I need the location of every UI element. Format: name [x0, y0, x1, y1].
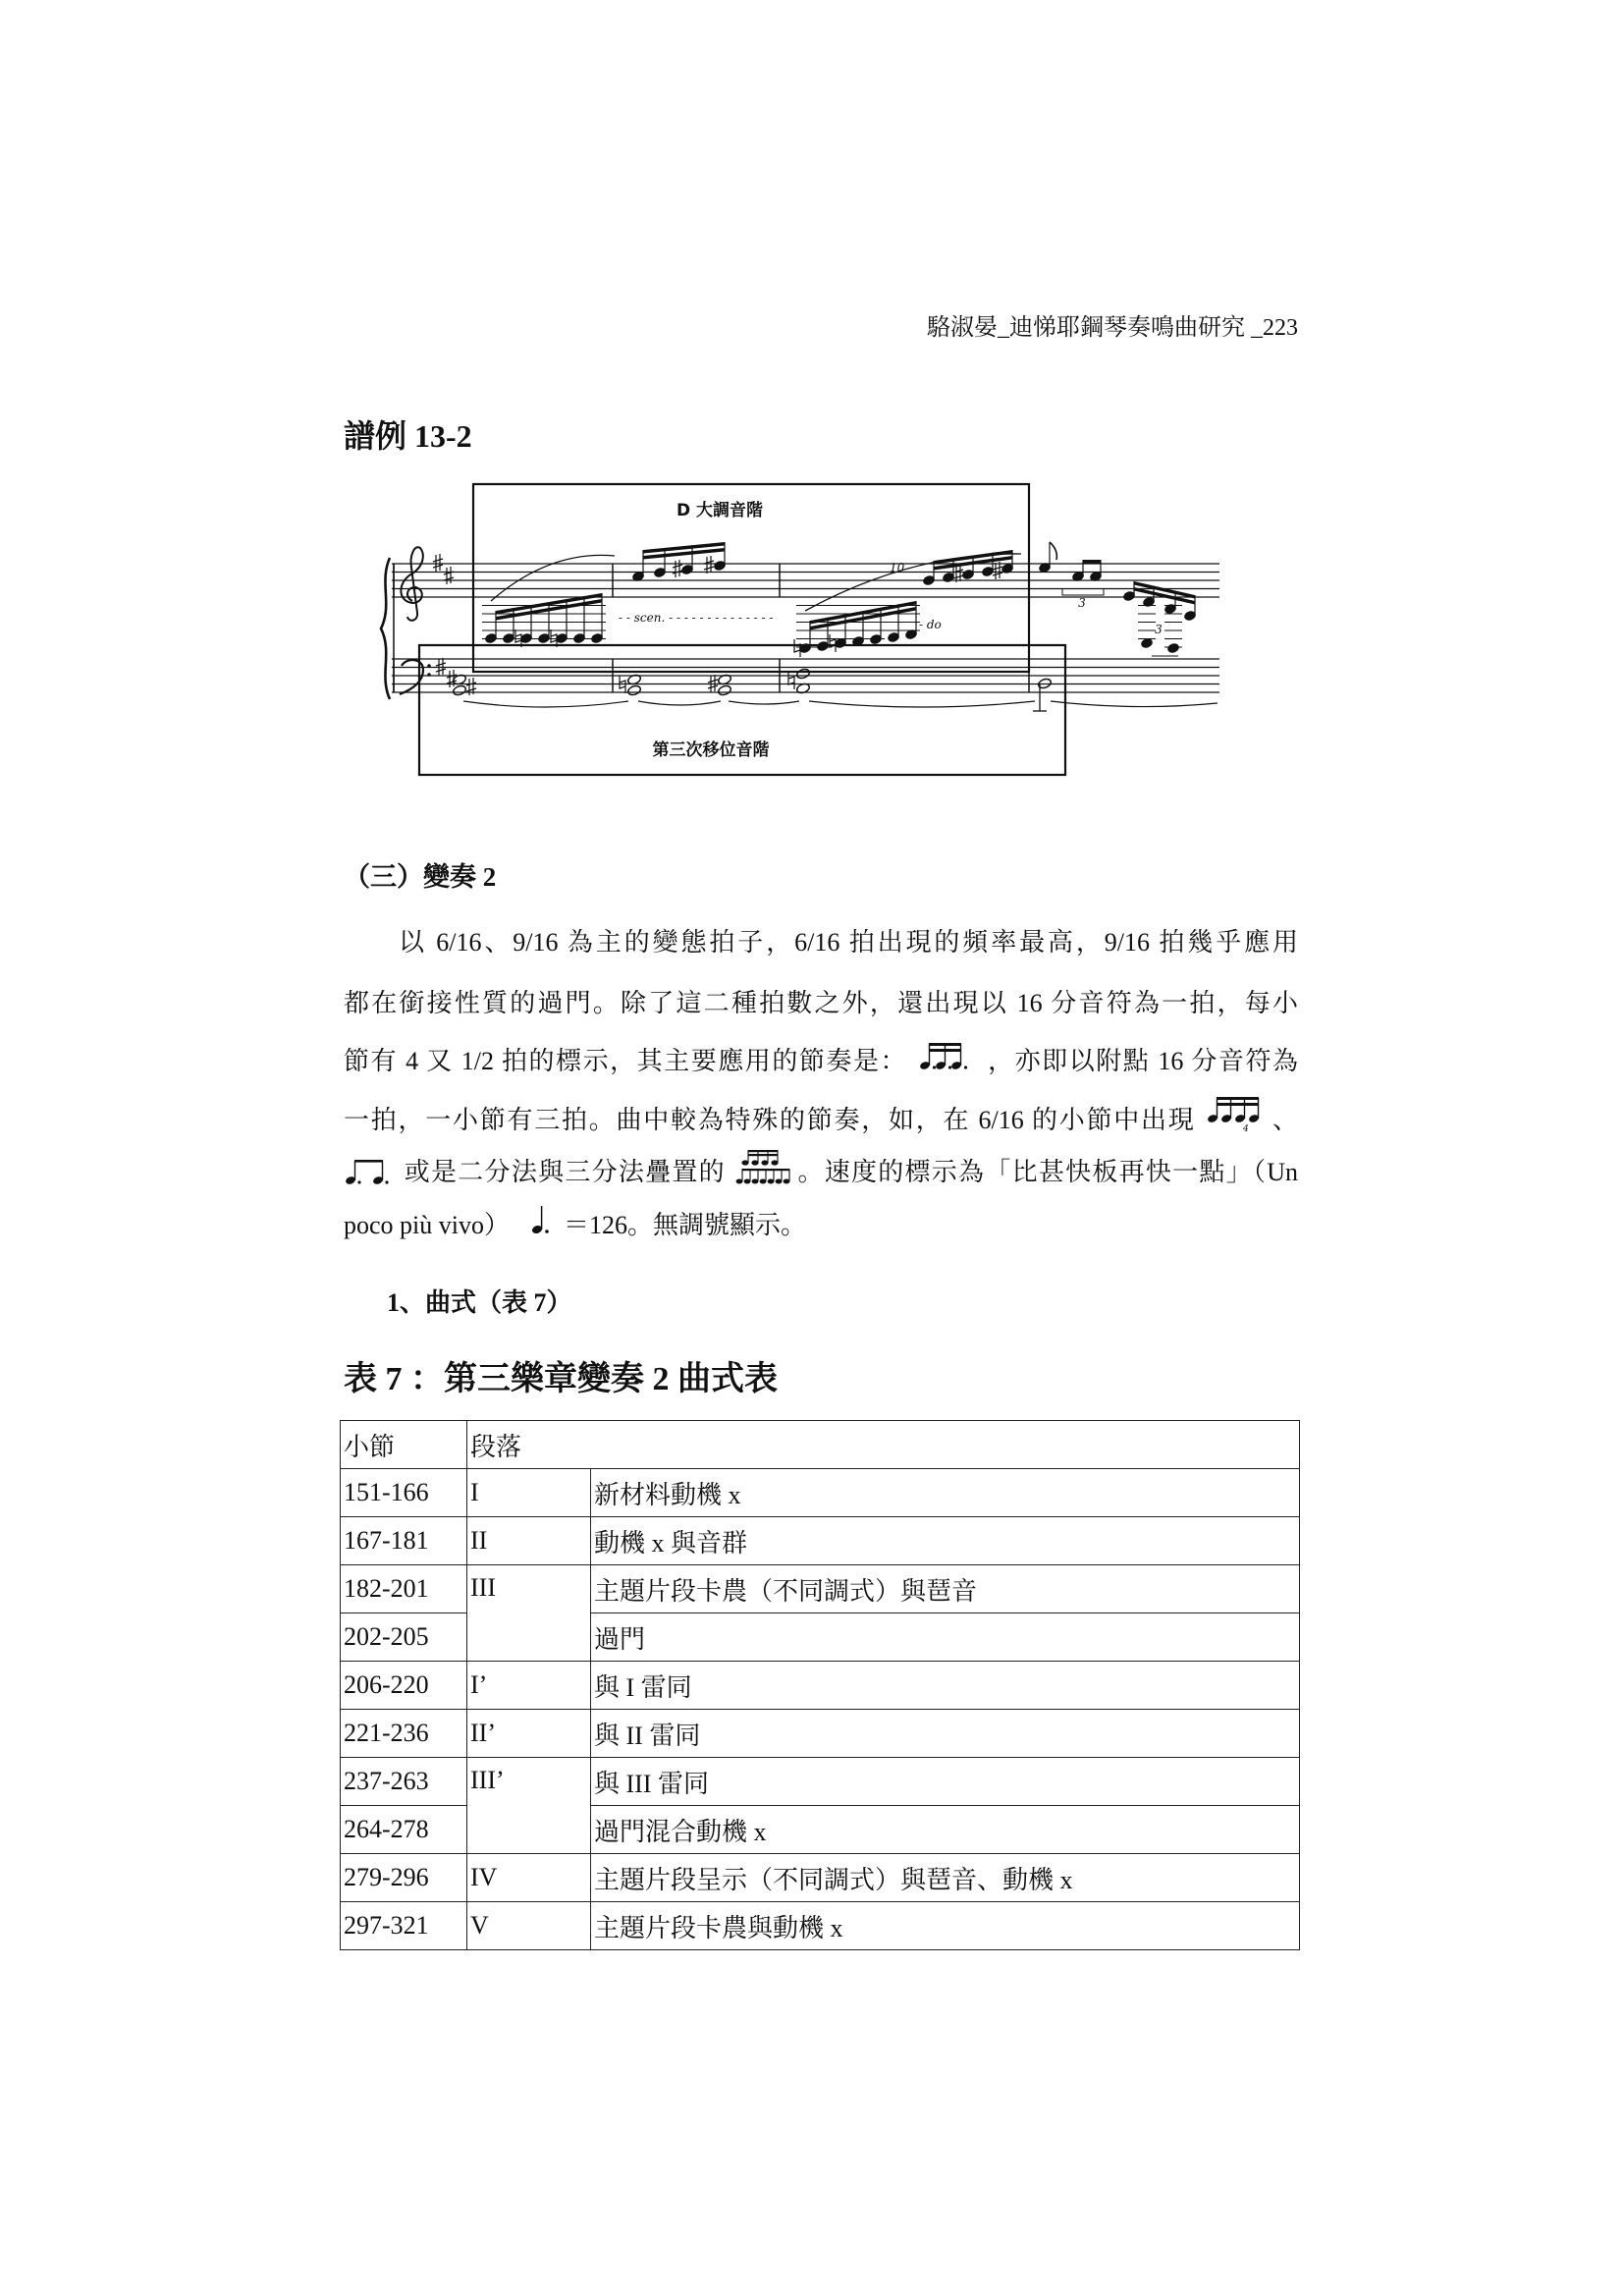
cell-measures: 206-220	[341, 1662, 467, 1710]
tie	[463, 701, 628, 707]
dotted-quarter-note-icon	[530, 1204, 554, 1235]
notehead	[654, 568, 666, 578]
box-top-label: D 大調音階	[676, 501, 764, 520]
sharp-sign	[673, 560, 682, 577]
cell-measures: 279-296	[341, 1854, 467, 1902]
notehead	[717, 684, 731, 696]
paragraph-line	[344, 1095, 1298, 1134]
notehead	[573, 633, 585, 644]
table-caption: 表 7 ：第三樂章變奏 2 曲式表	[344, 1361, 778, 1397]
cell-content: 主題片段呈示（不同調式）與琶音、動機 x	[591, 1854, 1300, 1902]
header-section: 段落	[467, 1421, 1300, 1469]
cell-measures: 297-321	[341, 1902, 467, 1950]
tie	[729, 701, 799, 704]
paragraph-line	[399, 923, 1298, 962]
table-row	[341, 1902, 1300, 1950]
cell-section: II’	[467, 1710, 591, 1758]
brace	[381, 558, 390, 699]
paragraph-text: 一拍，一小節有三拍。曲中較為特殊的節奏，如，在 6/16 的小節中出現	[344, 1106, 1196, 1134]
cell-content: 主題片段卡農與動機 x	[591, 1902, 1300, 1950]
table-header-row	[341, 1421, 1300, 1469]
notehead	[485, 633, 497, 644]
paragraph-text: 。速度的標示為「比甚快板再快一點」（Un	[797, 1158, 1298, 1186]
dynamic-marking-end: - do	[919, 618, 942, 631]
notehead	[626, 684, 641, 696]
cell-measures: 167-181	[341, 1517, 467, 1565]
notehead	[591, 633, 603, 644]
flag	[1050, 542, 1056, 560]
header-measures: 小節	[341, 1421, 467, 1469]
paragraph-line	[344, 1149, 1298, 1188]
sharp-sign	[704, 556, 714, 574]
cell-content: 新材料動機 x	[591, 1469, 1300, 1517]
table-row	[341, 1469, 1300, 1517]
example-title: 譜例 13-2	[344, 418, 472, 454]
cell-section: V	[467, 1902, 591, 1950]
cell-content: 過門混合動機 x	[591, 1806, 1300, 1854]
quadruplet-number: 4	[1242, 1124, 1249, 1132]
tuplet-number-three: 3	[1078, 596, 1086, 610]
notehead	[962, 570, 974, 580]
notehead	[714, 561, 726, 572]
notehead	[888, 632, 899, 643]
running-title: 駱淑晏_迪悌耶鋼琴奏鳴曲研究 _223	[927, 315, 1298, 341]
cell-measures: 182-201	[341, 1565, 467, 1613]
notehead	[503, 633, 514, 644]
cell-content: 過門	[591, 1613, 1300, 1662]
section-heading: （三）變奏 2	[344, 862, 497, 892]
natural-sign	[794, 639, 800, 657]
paragraph-line	[344, 984, 1298, 1023]
notehead	[452, 684, 466, 696]
sharp-sign	[447, 670, 457, 687]
notehead	[1141, 638, 1153, 649]
cell-section: I	[467, 1469, 591, 1517]
cell-content: 與 II 雷同	[591, 1710, 1300, 1758]
notehead	[982, 567, 994, 577]
notehead	[556, 633, 568, 644]
cell-measures: 202-205	[341, 1613, 467, 1662]
cell-measures: 264-278	[341, 1806, 467, 1854]
notehead	[538, 633, 550, 644]
notehead	[870, 634, 882, 645]
cell-section: IV	[467, 1854, 591, 1902]
cell-measures: 221-236	[341, 1710, 467, 1758]
treble-clef	[401, 547, 422, 621]
notehead	[923, 575, 935, 586]
cell-content: 主題片段卡農（不同調式）與琶音	[591, 1565, 1300, 1613]
notehead	[1184, 611, 1196, 622]
score-notation	[381, 542, 1219, 711]
paragraph-text: 以 6/16、9/16 為主的變態拍子，6/16 拍出現的頻率最高，9/16 拍幾乎應用	[399, 928, 1298, 957]
tuplet-number-ten: 10	[890, 561, 905, 574]
beam	[1083, 560, 1101, 564]
notehead	[943, 573, 954, 583]
notehead	[835, 638, 846, 649]
table-row	[341, 1758, 1300, 1806]
cell-section: I’	[467, 1662, 591, 1710]
music-score-excerpt	[373, 476, 1237, 786]
cell-section: III	[467, 1565, 591, 1662]
notehead	[681, 565, 693, 575]
table-row	[341, 1565, 1300, 1613]
paragraph-text: poco più vivo）	[344, 1211, 510, 1239]
quadruplet-sixteenth-rhythm-icon	[1206, 1095, 1263, 1132]
natural-sign	[788, 672, 794, 689]
table-row	[341, 1710, 1300, 1758]
tie	[1051, 701, 1217, 707]
paragraph-line	[344, 1204, 1298, 1243]
tuplet-bracket	[1062, 589, 1104, 595]
tie	[809, 701, 1035, 707]
sharp-sign	[433, 554, 443, 572]
cell-content: 動機 x 與音群	[591, 1517, 1300, 1565]
table-row	[341, 1662, 1300, 1710]
bass-clef-dot	[427, 664, 431, 668]
bass-clef-dot	[427, 673, 431, 677]
paragraph-text: 節有 4 又 1/2 拍的標示，其主要應用的節奏是：	[344, 1047, 908, 1075]
cell-content: 與 I 雷同	[591, 1662, 1300, 1710]
sharp-sign	[444, 567, 454, 584]
notehead	[1167, 643, 1179, 654]
cell-measures: 151-166	[341, 1469, 467, 1517]
paragraph-line	[344, 1040, 1298, 1079]
paragraph-text: ，亦即以附點 16 分音符為	[988, 1047, 1299, 1075]
paragraph-text: ＝126。無調號顯示。	[564, 1211, 807, 1239]
paragraph-text: 或是二分法與三分法疊置的	[404, 1158, 726, 1186]
dotted-sixteenth-rhythm-icon	[917, 1040, 970, 1071]
natural-sign	[830, 634, 836, 652]
notehead	[1123, 591, 1135, 602]
sharp-sign	[953, 565, 963, 582]
cell-section: III’	[467, 1758, 591, 1854]
sharp-sign	[993, 562, 1002, 579]
form-table	[340, 1420, 1300, 1950]
paragraph-text: 都在銜接性質的過門。除了這二種拍數之外，還出現以 16 分音符為一拍，每小	[344, 989, 1298, 1017]
table-row	[341, 1854, 1300, 1902]
box-bottom-label: 第三次移位音階	[652, 740, 770, 760]
dotted-duplet-rhythm-icon	[344, 1155, 393, 1186]
paragraph-text: 、	[1271, 1106, 1298, 1134]
cell-measures: 237-263	[341, 1758, 467, 1806]
notehead	[520, 633, 532, 644]
table-row	[341, 1517, 1300, 1565]
subheading: 1、曲式（表 7）	[387, 1288, 572, 1317]
tuplet-number-three: 3	[1155, 623, 1163, 636]
tie	[638, 701, 721, 705]
cell-section: II	[467, 1517, 591, 1565]
notehead	[795, 668, 810, 680]
layered-duple-triple-rhythm-icon	[733, 1149, 790, 1186]
cell-content: 與 III 雷同	[591, 1758, 1300, 1806]
dynamic-marking-start: - - scen. - - - - - - - - - - - - - -	[619, 611, 774, 625]
